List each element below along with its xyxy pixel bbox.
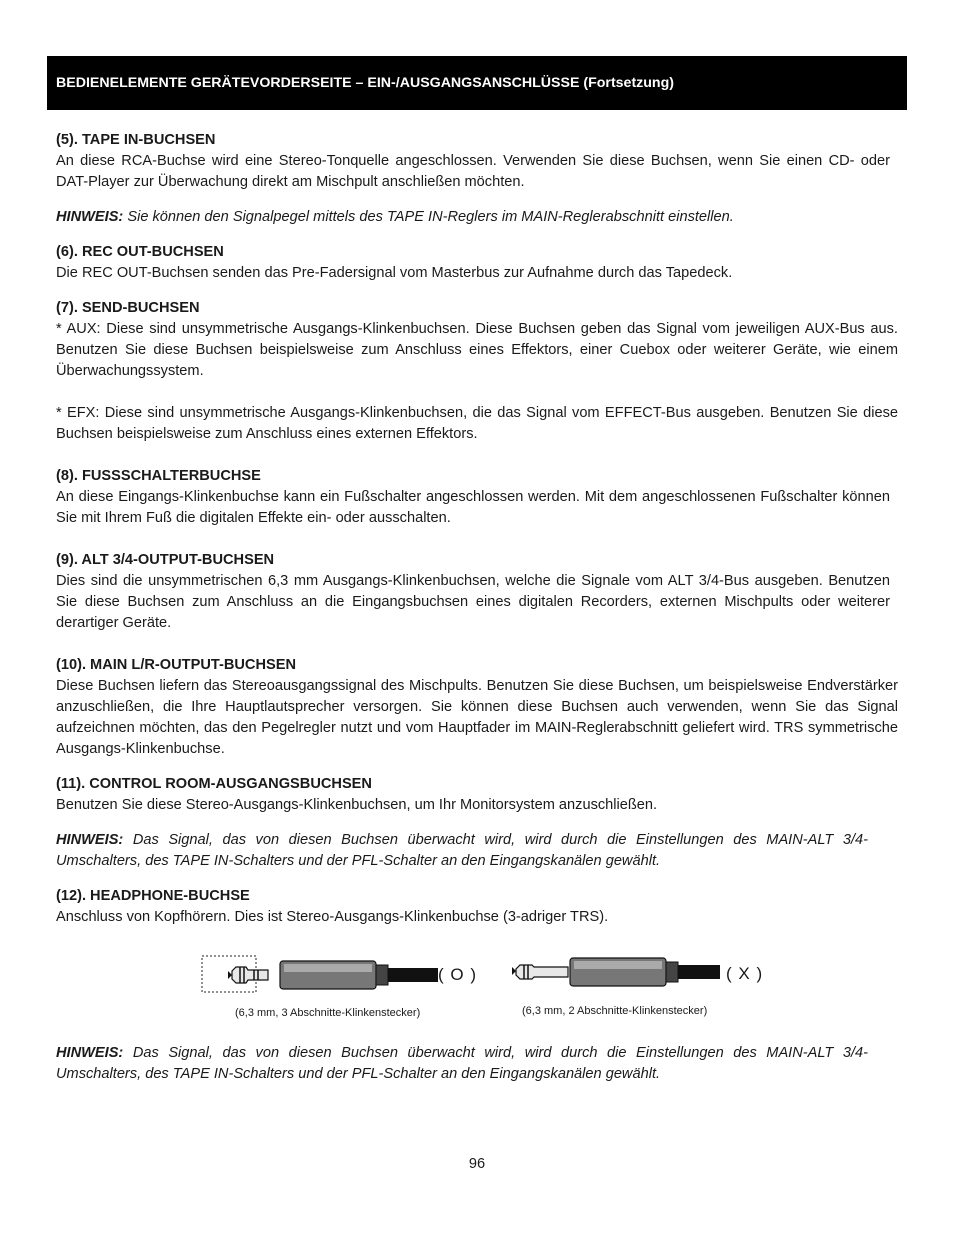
- section-tape-in: [56, 130, 898, 228]
- section-headphone: [56, 886, 898, 928]
- heading-send: (7). SEND-BUCHSEN: [56, 300, 200, 316]
- note-text: Sie können den Signalpegel mittels des TAPE IN-Reglers im MAIN-Reglerabschnitt einstellen.: [123, 209, 734, 225]
- heading-main-output: (10). MAIN L/R-OUTPUT-BUCHSEN: [56, 657, 296, 673]
- heading-footswitch: (8). FUSSSCHALTERBUCHSE: [56, 468, 261, 484]
- note-text: Das Signal, das von diesen Buchsen überwacht wird, wird durch die Einstellungen des MAIN-ALT 3/4-Umschalters, des TAPE IN-Schalters und der PFL-Schalter an den Eingangskanälen gewählt.: [56, 832, 868, 869]
- note-bottom: [56, 1043, 868, 1085]
- note-label: HINWEIS:: [56, 832, 124, 848]
- note-tape-in: [56, 207, 898, 228]
- section-rec-out: [56, 242, 898, 284]
- heading-alt-output: (9). ALT 3/4-OUTPUT-BUCHSEN: [56, 552, 275, 568]
- caption-trs: (6,3 mm, 3 Abschnitte-Klinkenstecker): [235, 1007, 421, 1019]
- text-tape-in: An diese RCA-Buchse wird eine Stereo-Tonquelle angeschlossen. Verwenden Sie diese Buchsen, wenn Sie einen CD- oder DAT-Player zur Überwachung direkt am Mischpult anschließen möchten.: [56, 153, 890, 190]
- heading-rec-out: (6). REC OUT-BUCHSEN: [56, 244, 224, 260]
- incorrect-mark: ( X ): [726, 964, 764, 983]
- heading-headphone: (12). HEADPHONE-BUCHSE: [56, 888, 250, 904]
- note-label: HINWEIS:: [56, 209, 124, 225]
- text-alt-output: Dies sind die unsymmetrischen 6,3 mm Ausgangs-Klinkenbuchsen, welche die Signale vom ALT 3/4-Bus ausgeben. Benutzen Sie diese Buchsen zum Anschluss an die Eingangsbuchsen eines digitalen Recorders, externen Mischpults oder weiterer derartiger Geräte.: [56, 573, 890, 631]
- text-headphone: Anschluss von Kopfhörern. Dies ist Stereo-Ausgangs-Klinkenbuchse (3-adriger TRS).: [56, 909, 609, 925]
- text-send-aux: * AUX: Diese sind unsymmetrische Ausgangs-Klinkenbuchsen. Diese Buchsen geben das Signal vom jeweiligen AUX-Bus aus. Benutzen Sie diese Buchsen beispielsweise zum Anschluss eines Effektors, einer Cuebox oder weiterer Geräte, wie einem Überwachungssystem.: [56, 321, 898, 379]
- section-header-title: BEDIENELEMENTE GERÄTEVORDERSEITE – EIN-/AUSGANGSANSCHLÜSSE (Fortsetzung): [56, 75, 674, 91]
- ts-plug-illustration: [502, 950, 722, 1000]
- section-main-output: [56, 655, 898, 760]
- correct-mark: ( O ): [438, 965, 477, 984]
- note-control-room: [56, 830, 868, 872]
- caption-ts: (6,3 mm, 2 Abschnitte-Klinkenstecker): [522, 1005, 708, 1017]
- note-bottom-text: [56, 1043, 868, 1085]
- text-send-efx: * EFX: Diese sind unsymmetrische Ausgangs-Klinkenbuchsen, die das Signal vom EFFECT-Bus ausgeben. Benutzen Sie diese Buchsen beispielsweise zum Anschluss eines externen Effektors.: [56, 405, 898, 442]
- plug-figure: [190, 950, 770, 1030]
- text-rec-out: Die REC OUT-Buchsen senden das Pre-Fadersignal vom Masterbus zur Aufnahme durch das Tapedeck.: [56, 265, 733, 281]
- page-number: 96: [468, 1156, 486, 1172]
- trs-plug-illustration: [200, 952, 450, 1002]
- text-footswitch: An diese Eingangs-Klinkenbuchse kann ein Fußschalter angeschlossen werden. Mit dem angeschlossenen Fußschalter können Sie mit Ihrem Fuß die digitalen Effekte ein- oder ausschalten.: [56, 489, 890, 526]
- note-label: HINWEIS:: [56, 1045, 124, 1061]
- heading-control-room: (11). CONTROL ROOM-AUSGANGSBUCHSEN: [56, 776, 372, 792]
- section-control-room: [56, 774, 898, 872]
- section-alt-output: [56, 550, 898, 634]
- note-text: Das Signal, das von diesen Buchsen überwacht wird, wird durch die Einstellungen des MAIN-ALT 3/4-Umschalters, des TAPE IN-Schalters und der PFL-Schalter an den Eingangskanälen gewählt.: [56, 1045, 868, 1082]
- heading-tape-in: (5). TAPE IN-BUCHSEN: [56, 132, 216, 148]
- main-content: [56, 130, 898, 928]
- section-footswitch: [56, 466, 898, 529]
- section-send: [56, 298, 898, 445]
- text-main-output: Diese Buchsen liefern das Stereoausgangssignal des Mischpults. Benutzen Sie diese Buchsen, um beispielsweise Endverstärker anzuschließen, die Ihre Hauptlautsprecher versorgen. Sie können diese Buchsen auch verwenden, wenn Sie das Signal aufzeichnen möchten, das den Pegelregler nutzt und vom Hauptfader im MAIN-Reglerabschnitt geliefert wird. TRS symmetrische Ausgangs-Klinkenbuchse.: [56, 678, 898, 757]
- text-control-room: Benutzen Sie diese Stereo-Ausgangs-Klinkenbuchsen, um Ihr Monitorsystem anzuschließen.: [56, 797, 658, 813]
- section-header: [47, 56, 907, 110]
